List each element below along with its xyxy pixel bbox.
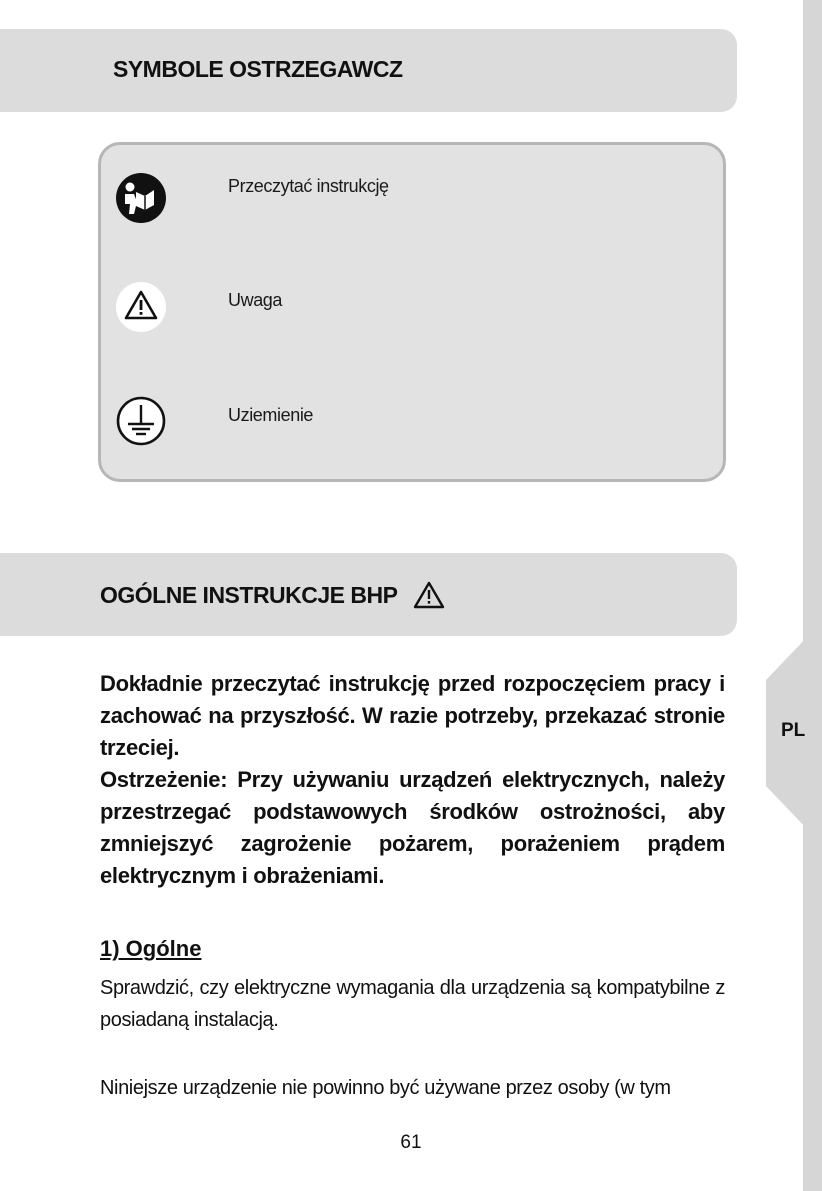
section-title: SYMBOLE OSTRZEGAWCZ bbox=[113, 56, 403, 82]
section-title-wrap bbox=[100, 581, 445, 609]
general-heading: 1) Ogólne bbox=[100, 936, 202, 961]
general-paragraph: Niniejsze urządzenie nie powinno być używane przez osoby (w tym bbox=[100, 1077, 671, 1099]
symbol-row bbox=[101, 281, 721, 341]
warning-paragraph: Ostrzeżenie: Przy używaniu urządzeń elektrycznych, należy przestrzegać podstawowych środków ostrożności, aby zmniejszyć zagrożenie pożarem, porażeniem prądem elektrycznym i obrażeniami. bbox=[100, 767, 725, 888]
section-header-general-safety bbox=[0, 553, 737, 636]
side-strip bbox=[803, 0, 822, 1191]
section-title: OGÓLNE INSTRUKCJE BHP bbox=[100, 581, 398, 608]
symbol-label-ground: Uziemienie bbox=[228, 405, 314, 425]
general-paragraph: Sprawdzić, czy elektryczne wymagania dla urządzenia są kompatybilne z posiadaną instalacją. bbox=[100, 977, 725, 1031]
symbol-label-read-manual: Przeczytać instrukcję bbox=[228, 176, 389, 196]
page-number: 61 bbox=[400, 1132, 422, 1153]
warning-triangle-icon bbox=[413, 581, 445, 609]
read-manual-icon bbox=[115, 172, 167, 224]
warning-triangle-icon bbox=[115, 281, 167, 333]
symbol-row bbox=[101, 172, 721, 232]
ground-icon bbox=[115, 395, 167, 447]
intro-paragraph: Dokładnie przeczytać instrukcję przed rozpoczęciem pracy i zachować na przyszłość. W razie potrzeby, przekazać stronie trzeciej. bbox=[100, 671, 725, 760]
symbols-box bbox=[98, 142, 726, 482]
intro-text bbox=[100, 668, 725, 892]
symbol-row bbox=[101, 395, 721, 455]
language-label: PL bbox=[781, 720, 806, 741]
symbol-label-warning: Uwaga bbox=[228, 290, 283, 310]
section-header-warning-symbols bbox=[0, 29, 737, 112]
